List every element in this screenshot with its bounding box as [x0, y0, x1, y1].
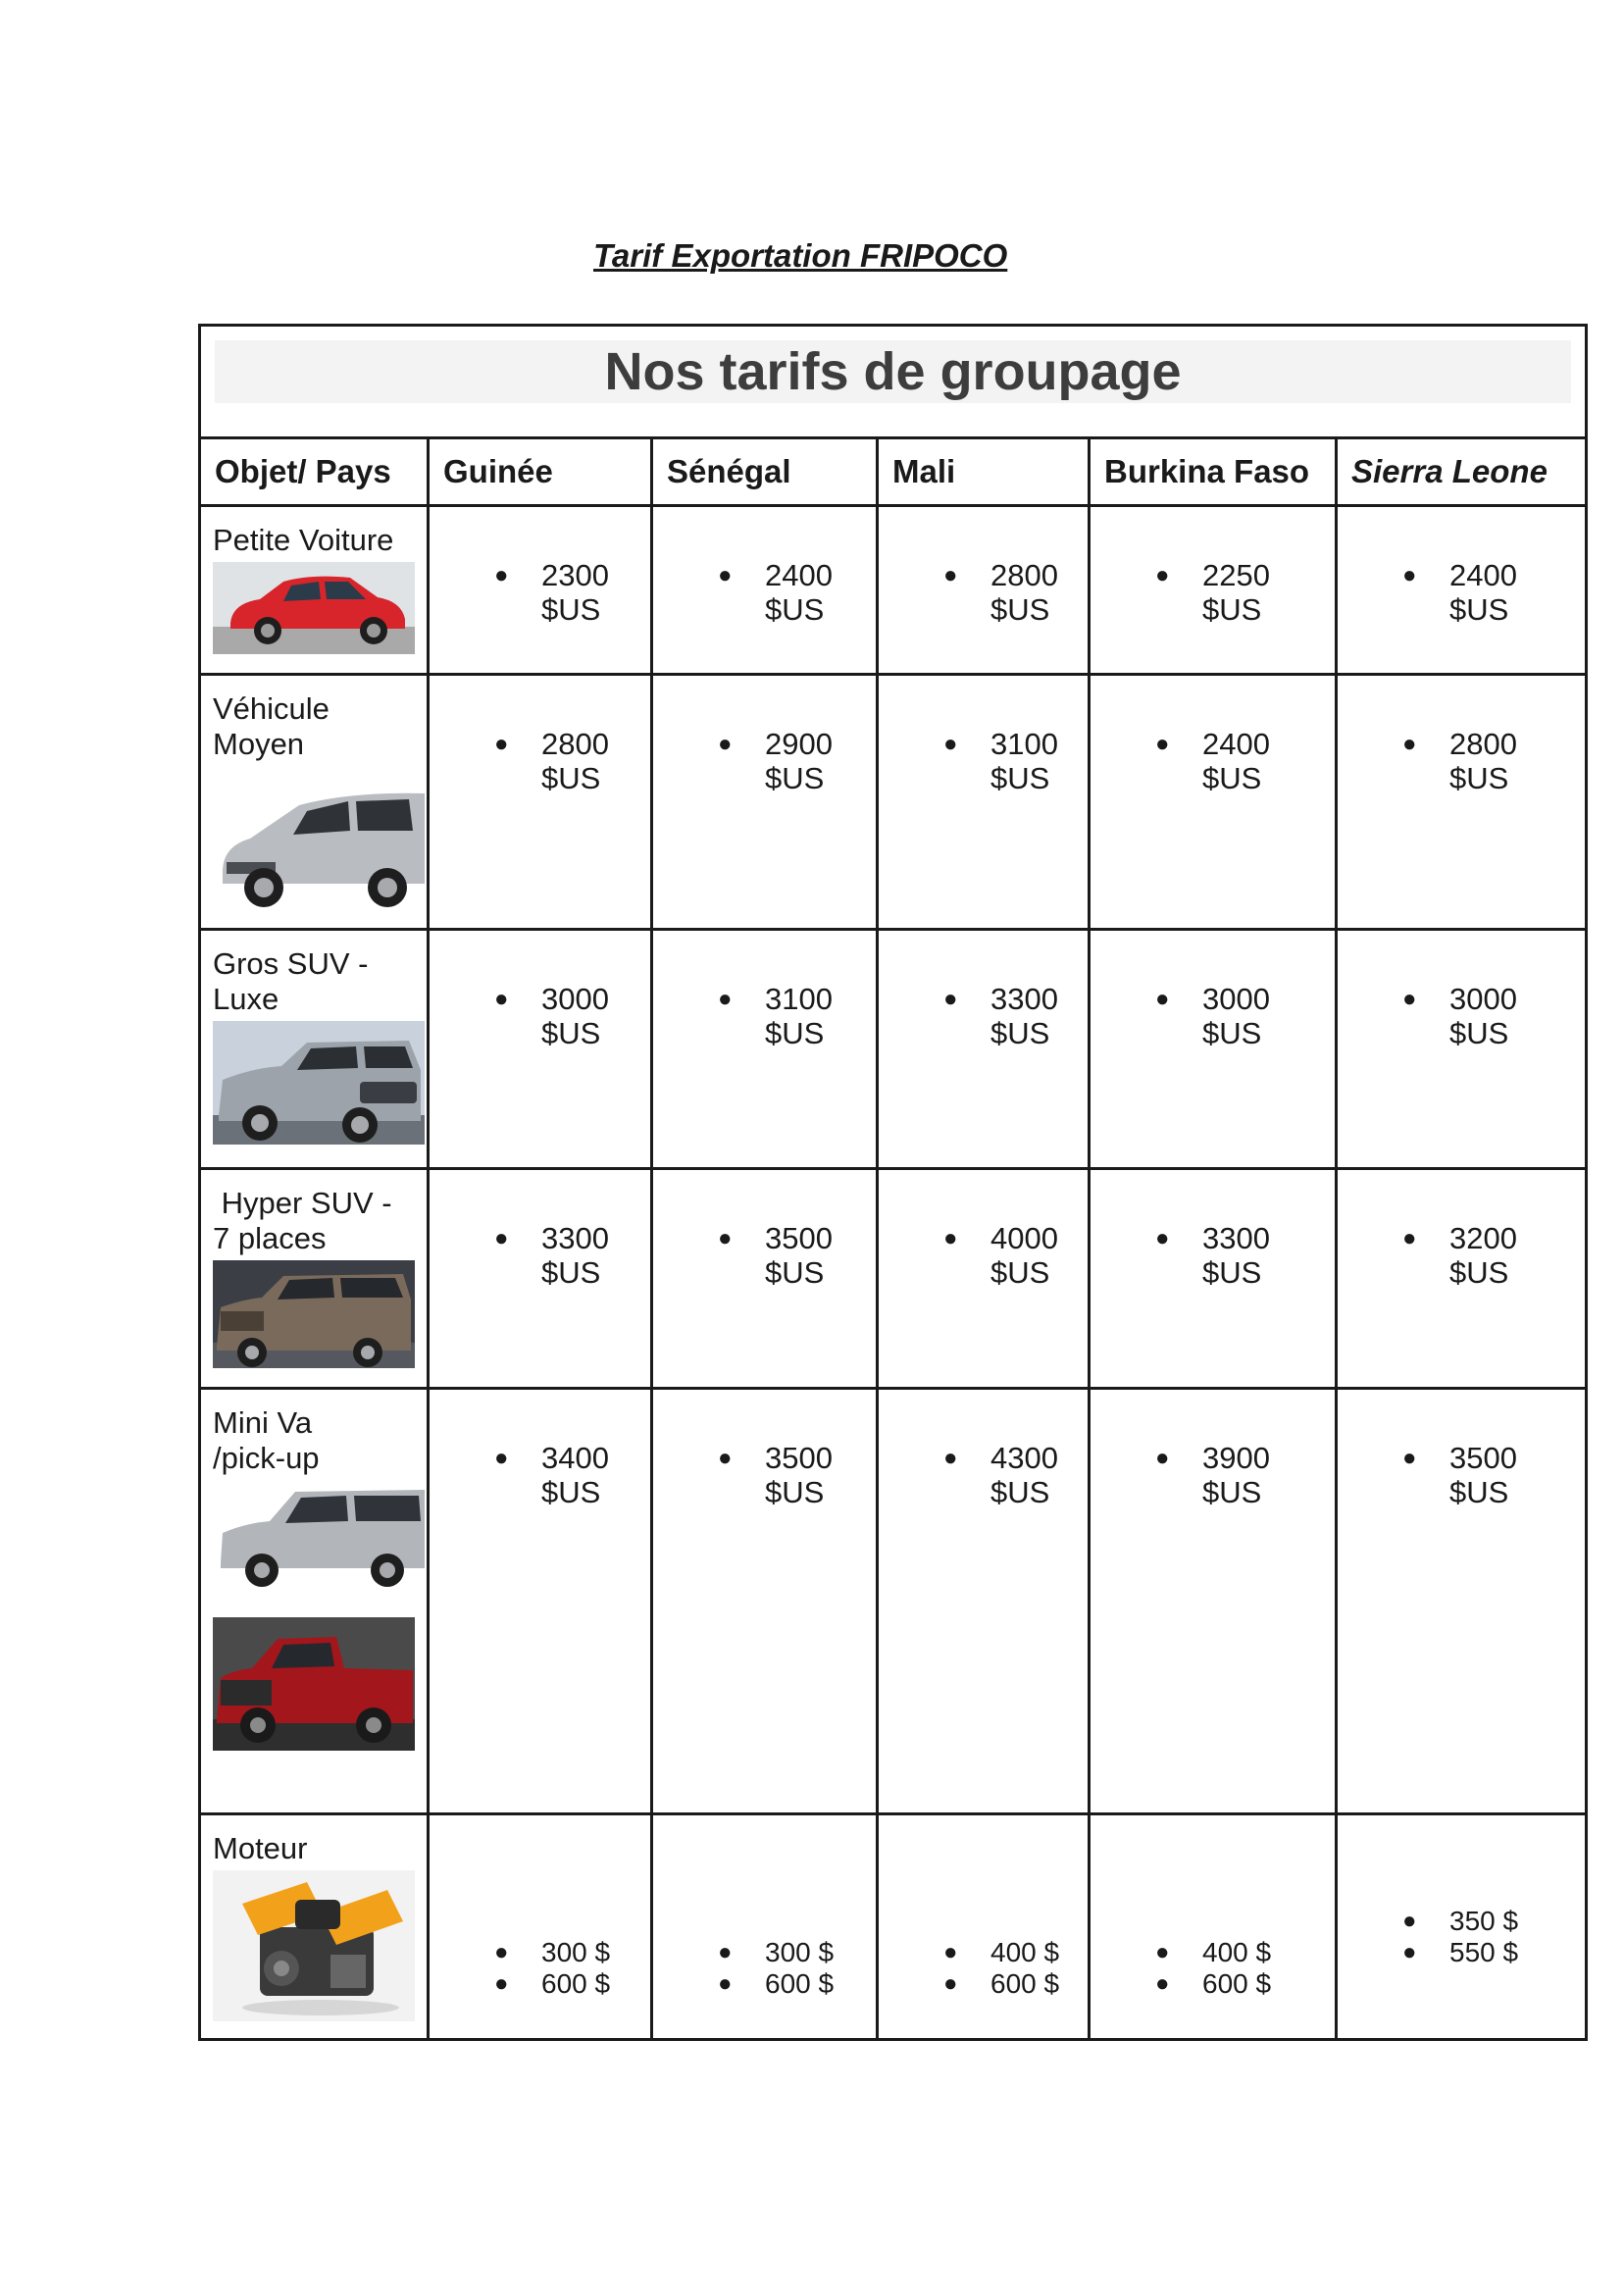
header-sierra-leone: Sierra Leone	[1337, 438, 1587, 506]
price-value: 3000 $US	[1449, 982, 1517, 1050]
bullet-icon: ●	[718, 1970, 733, 1997]
bullet-icon: ●	[1155, 562, 1170, 588]
banner-cell	[200, 326, 1587, 438]
price-cell	[652, 675, 878, 930]
price-cell	[878, 930, 1090, 1169]
price-value: 3900 $US	[1202, 1441, 1270, 1509]
row-label: Gros SUV - Luxe	[213, 946, 369, 1016]
engine-photo	[213, 1870, 415, 2021]
price-value: 400 $	[1202, 1937, 1272, 1967]
bullet-icon: ●	[718, 1225, 733, 1251]
bullet-icon: ●	[1155, 1939, 1170, 1965]
price-value: 300 $	[541, 1937, 611, 1967]
row-label-cell	[200, 1169, 429, 1389]
price-value: 3500 $US	[1449, 1441, 1517, 1509]
price-value: 2800 $US	[541, 727, 609, 795]
price-value: 350 $	[1449, 1906, 1519, 1936]
header-guinee: Guinée	[429, 438, 652, 506]
table-row	[200, 1169, 1587, 1389]
price-value: 3300 $US	[990, 982, 1058, 1050]
price-cell	[1090, 1389, 1337, 1814]
bullet-icon: ●	[1155, 731, 1170, 757]
row-label-cell	[200, 675, 429, 930]
bullet-icon: ●	[943, 986, 958, 1012]
price-cell	[1337, 675, 1587, 930]
bullet-icon: ●	[1402, 1908, 1417, 1934]
price-value: 4000 $US	[990, 1221, 1058, 1290]
price-value: 300 $	[765, 1937, 835, 1967]
bullet-icon: ●	[1402, 562, 1417, 588]
bullet-icon: ●	[943, 731, 958, 757]
price-cell	[1090, 506, 1337, 675]
pickup-truck-photo	[213, 1617, 415, 1751]
price-cell	[429, 675, 652, 930]
price-cell	[429, 1814, 652, 2040]
price-value: 600 $	[765, 1968, 835, 1999]
bullet-icon: ●	[1402, 1939, 1417, 1965]
table-row	[200, 506, 1587, 675]
bullet-icon: ●	[494, 1445, 509, 1471]
bullet-icon: ●	[943, 1970, 958, 1997]
price-cell	[652, 1169, 878, 1389]
price-cell	[1337, 1814, 1587, 2040]
header-burkina-faso: Burkina Faso	[1090, 438, 1337, 506]
header-senegal: Sénégal	[652, 438, 878, 506]
price-value: 3000 $US	[1202, 982, 1270, 1050]
price-cell	[1090, 1169, 1337, 1389]
price-value: 550 $	[1449, 1937, 1519, 1967]
price-value: 3200 $US	[1449, 1221, 1517, 1290]
price-cell	[1090, 675, 1337, 930]
bullet-icon: ●	[943, 562, 958, 588]
price-value: 2800 $US	[990, 558, 1058, 627]
price-cell	[429, 1389, 652, 1814]
price-cell	[652, 506, 878, 675]
small-car-photo	[213, 562, 415, 654]
price-cell	[878, 506, 1090, 675]
price-value: 3300 $US	[1202, 1221, 1270, 1290]
row-label-cell	[200, 930, 429, 1169]
price-cell	[1337, 506, 1587, 675]
midsize-suv-photo	[213, 766, 425, 913]
header-object-country: Objet/ Pays	[200, 438, 429, 506]
bullet-icon: ●	[718, 562, 733, 588]
bullet-icon: ●	[1155, 1225, 1170, 1251]
row-label-cell	[200, 1389, 429, 1814]
price-cell	[429, 1169, 652, 1389]
price-value: 3300 $US	[541, 1221, 609, 1290]
bullet-icon: ●	[1402, 1445, 1417, 1471]
price-cell	[878, 1814, 1090, 2040]
price-value: 2400 $US	[1202, 727, 1270, 795]
price-value: 3500 $US	[765, 1221, 833, 1290]
price-value: 3400 $US	[541, 1441, 609, 1509]
table-banner: Nos tarifs de groupage	[215, 340, 1571, 403]
bullet-icon: ●	[943, 1445, 958, 1471]
minivan-photo	[213, 1480, 425, 1592]
bullet-icon: ●	[494, 1939, 509, 1965]
bullet-icon: ●	[718, 1939, 733, 1965]
price-cell	[429, 506, 652, 675]
luxury-suv-photo	[213, 1021, 425, 1145]
table-row	[200, 675, 1587, 930]
price-cell	[878, 1169, 1090, 1389]
row-label: Hyper SUV - 7 places	[213, 1186, 392, 1255]
price-value: 2400 $US	[765, 558, 833, 627]
price-value: 3000 $US	[541, 982, 609, 1050]
bullet-icon: ●	[494, 1225, 509, 1251]
bullet-icon: ●	[943, 1939, 958, 1965]
price-value: 3100 $US	[765, 982, 833, 1050]
bullet-icon: ●	[494, 731, 509, 757]
price-value: 4300 $US	[990, 1441, 1058, 1509]
price-value: 2900 $US	[765, 727, 833, 795]
row-label: Moteur	[213, 1831, 308, 1865]
bullet-icon: ●	[1155, 1970, 1170, 1997]
price-cell	[1337, 1169, 1587, 1389]
bullet-icon: ●	[1402, 731, 1417, 757]
price-cell	[878, 675, 1090, 930]
price-value: 3500 $US	[765, 1441, 833, 1509]
bullet-icon: ●	[1402, 986, 1417, 1012]
price-cell	[1337, 930, 1587, 1169]
pricing-table	[198, 324, 1588, 2041]
row-label-cell	[200, 1814, 429, 2040]
table-row	[200, 930, 1587, 1169]
document-title: Tarif Exportation FRIPOCO	[593, 237, 1008, 274]
bullet-icon: ●	[1402, 1225, 1417, 1251]
price-cell	[652, 1389, 878, 1814]
bullet-icon: ●	[1155, 1445, 1170, 1471]
price-value: 2400 $US	[1449, 558, 1517, 627]
price-value: 400 $	[990, 1937, 1060, 1967]
table-row	[200, 1389, 1587, 1814]
header-row	[200, 438, 1587, 506]
price-value: 2250 $US	[1202, 558, 1270, 627]
row-label-cell	[200, 506, 429, 675]
price-value: 2300 $US	[541, 558, 609, 627]
price-cell	[652, 1814, 878, 2040]
bullet-icon: ●	[494, 986, 509, 1012]
price-cell	[1090, 930, 1337, 1169]
bullet-icon: ●	[718, 731, 733, 757]
table-row	[200, 1814, 1587, 2040]
price-value: 600 $	[541, 1968, 611, 1999]
price-cell	[652, 930, 878, 1169]
price-value: 3100 $US	[990, 727, 1058, 795]
price-value: 600 $	[1202, 1968, 1272, 1999]
bullet-icon: ●	[718, 986, 733, 1012]
price-value: 2800 $US	[1449, 727, 1517, 795]
bullet-icon: ●	[1155, 986, 1170, 1012]
header-mali: Mali	[878, 438, 1090, 506]
seven-seat-suv-photo	[213, 1260, 415, 1368]
price-cell	[1090, 1814, 1337, 2040]
price-cell	[429, 930, 652, 1169]
row-label: Mini Va /pick-up	[213, 1405, 320, 1475]
price-value: 600 $	[990, 1968, 1060, 1999]
price-cell	[878, 1389, 1090, 1814]
bullet-icon: ●	[494, 1970, 509, 1997]
bullet-icon: ●	[494, 562, 509, 588]
bullet-icon: ●	[718, 1445, 733, 1471]
bullet-icon: ●	[943, 1225, 958, 1251]
price-cell	[1337, 1389, 1587, 1814]
row-label: Véhicule Moyen	[213, 691, 330, 761]
row-label: Petite Voiture	[213, 523, 394, 557]
